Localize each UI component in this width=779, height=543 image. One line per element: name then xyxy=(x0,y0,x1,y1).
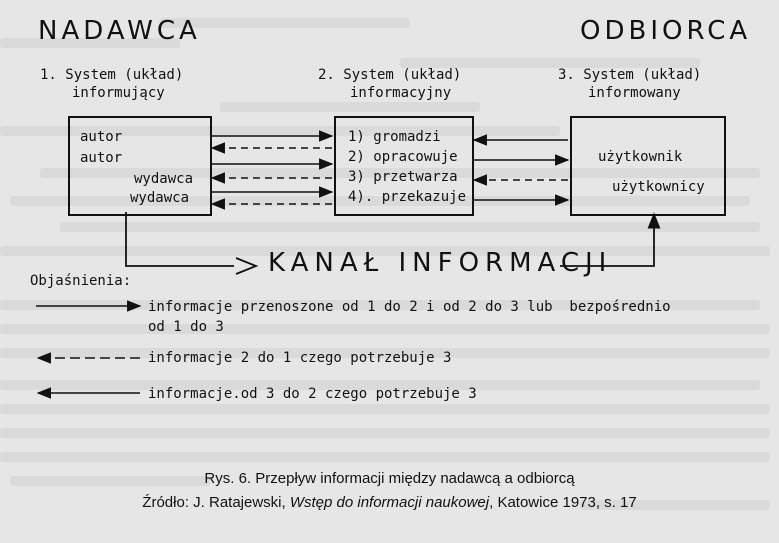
system2-title-line1: 2. System (układ) xyxy=(318,67,462,83)
system2-line-2: 2) opracowuje xyxy=(348,149,458,165)
figure-source xyxy=(0,494,779,511)
system1-title-line1: 1. System (układ) xyxy=(40,67,184,83)
system1-line-2: autor xyxy=(80,150,123,166)
system1-line-1: autor xyxy=(80,129,123,145)
figure-caption: Rys. 6. Przepływ informacji między nadawcą a odbiorcą xyxy=(204,470,575,487)
legend-item2: informacje 2 do 1 czego potrzebuje 3 xyxy=(148,350,452,366)
system1-line-3: wydawca xyxy=(134,171,194,187)
system3-line-1: użytkownik xyxy=(598,149,683,165)
system3-title-line2: informowany xyxy=(588,85,681,101)
system3-title-line1: 3. System (układ) xyxy=(558,67,702,83)
system2-line-1: 1) gromadzi xyxy=(348,129,441,145)
legend-title: Objaśnienia: xyxy=(30,273,132,289)
sender-label: NADAWCA xyxy=(38,16,201,46)
arrow-1-to-3-direct xyxy=(126,212,234,266)
source-suffix: , Katowice 1973, s. 17 xyxy=(489,494,637,511)
legend-item1-line2: od 1 do 3 xyxy=(148,319,224,335)
channel-label: KANAŁ INFORMACJI xyxy=(268,248,613,278)
system3-line-2: użytkownicy xyxy=(612,179,705,195)
legend-item1-line1: informacje przenoszone od 1 do 2 i od 2 do 3 lub bezpośrednio xyxy=(148,299,671,315)
system1-title-line2: informujący xyxy=(72,85,165,101)
system2-title-line2: informacyjny xyxy=(350,85,452,101)
legend-item3: informacje.od 3 do 2 czego potrzebuje 3 xyxy=(148,386,477,402)
receiver-label: ODBIORCA xyxy=(580,16,752,46)
source-prefix: Źródło: J. Ratajewski, xyxy=(142,494,290,511)
system2-line-3: 3) przetwarza xyxy=(348,169,458,185)
system2-line-4: 4). przekazuje xyxy=(348,189,467,205)
source-title: Wstęp do informacji naukowej xyxy=(289,494,490,511)
system1-line-4: wydawca xyxy=(130,190,190,206)
